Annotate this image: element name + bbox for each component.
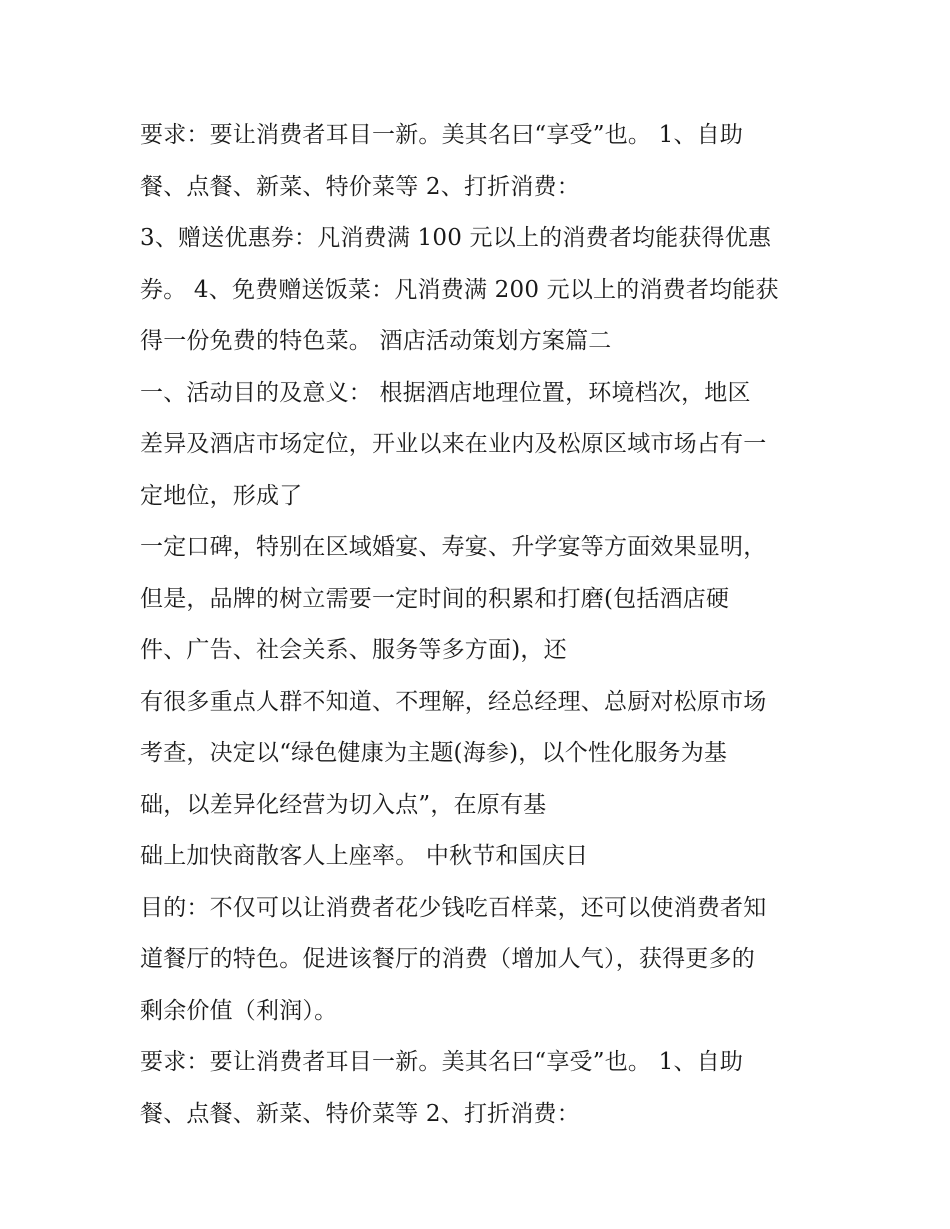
- text-line: 要求：要让消费者耳目一新。美其名曰“享受”也。 1、自助: [140, 1049, 744, 1075]
- text-line: 券。 4、免费赠送饭菜：凡消费满 200 元以上的消费者均能获: [140, 276, 779, 303]
- text-line: 3、赠送优惠券：凡消费满 100 元以上的消费者均能获得优惠: [140, 225, 772, 251]
- text-line: 但是，品牌的树立需要一定时间的积累和打磨(包括酒店硬: [140, 585, 730, 612]
- document-body: [140, 110, 830, 1140]
- text-line: 础，以差异化经营为切入点”，在原有基: [140, 791, 547, 818]
- text-line: 道餐厅的特色。促进该餐厅的消费（增加人气），获得更多的: [140, 946, 755, 972]
- text-line: 剩余价值（利润）。: [140, 997, 338, 1024]
- text-line: 要求：要让消费者耳目一新。美其名曰“享受”也。 1、自助: [140, 122, 744, 148]
- text-line: 有很多重点人群不知道、不理解，经总经理、总厨对松原市场: [140, 688, 767, 715]
- text-line: 差异及酒店市场定位，开业以来在业内及松原区域市场占有一: [140, 431, 767, 457]
- text-line: 件、广告、社会关系、服务等多方面)，还: [140, 637, 567, 663]
- text-line: 餐、点餐、新菜、特价菜等 2、打折消费：: [140, 173, 580, 200]
- text-line: 础上加快商散客人上座率。 中秋节和国庆日: [140, 843, 589, 869]
- text-line: 得一份免费的特色菜。 酒店活动策划方案篇二: [140, 328, 612, 354]
- text-line: 考查，决定以“绿色健康为主题(海参)，以个性化服务为基: [140, 740, 728, 766]
- text-line: 餐、点餐、新菜、特价菜等 2、打折消费：: [140, 1100, 580, 1127]
- text-line: 定地位，形成了: [140, 482, 303, 509]
- text-line: 目的：不仅可以让消费者花少钱吃百样菜，还可以使消费者知: [140, 894, 767, 921]
- text-line: 一、活动目的及意义： 根据酒店地理位置，环境档次，地区: [140, 379, 751, 406]
- text-line: 一定口碑，特别在区域婚宴、寿宴、升学宴等方面效果显明，: [140, 534, 767, 560]
